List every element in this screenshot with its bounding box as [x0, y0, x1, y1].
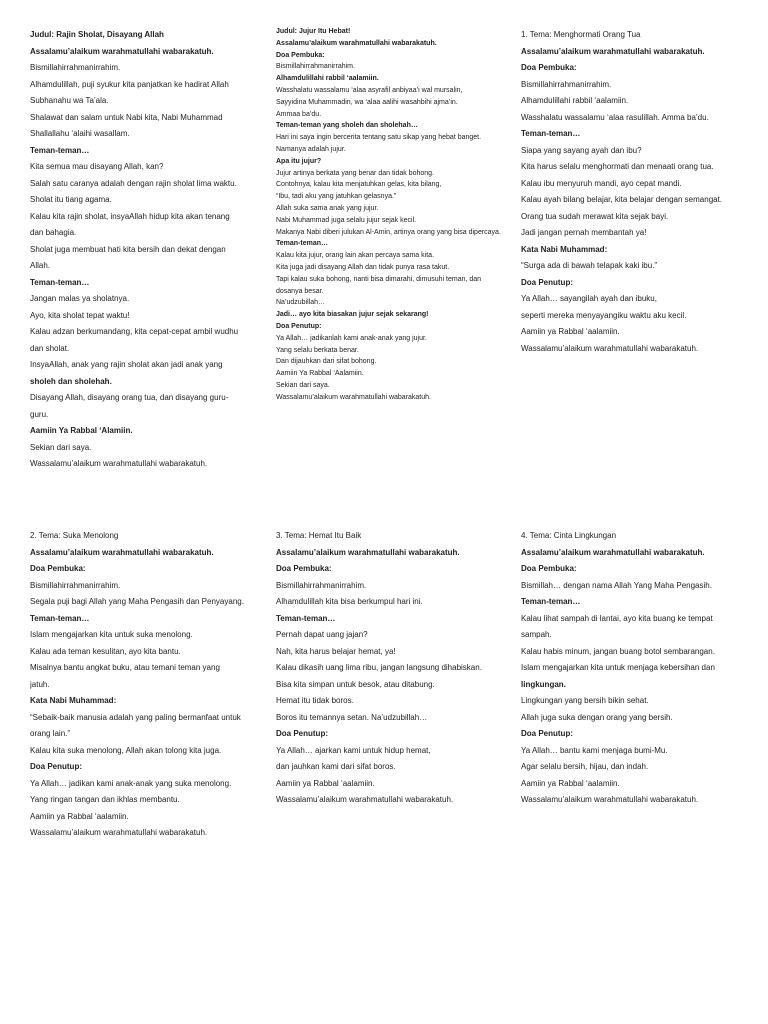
- text-line: Ya Allah… bantu kami menjaga bumi-Mu.: [521, 745, 668, 755]
- text-line: Orang tua sudah merawat kita sejak bayi.: [521, 211, 669, 221]
- text-line: orang lain.”: [30, 729, 71, 738]
- text-line: Bismillahirrahmanirrahim.: [30, 580, 121, 590]
- text-line: dan jauhkan kami dari sifat boros.: [276, 762, 396, 771]
- text-line: Ya Allah… jadikanlah kami anak-anak yang jujur.: [276, 334, 427, 342]
- text-line: 2. Tema: Suka Menolong: [30, 531, 119, 540]
- text-line: Ya Allah… ajarkan kami untuk hidup hemat,: [276, 745, 431, 755]
- text-line: Shallallahu ‘alaihi wasallam.: [30, 129, 130, 138]
- heading-line: Doa Pembuka:: [276, 564, 332, 573]
- text-line: 4. Tema: Cinta Lingkungan: [521, 531, 617, 540]
- text-line: Aamiin ya Rabbal ‘aalamiin.: [521, 778, 620, 788]
- heading-line: Judul: Rajin Sholat, Disayang Allah: [30, 30, 164, 39]
- heading-line: sholeh dan sholehah.: [30, 376, 112, 386]
- text-line: Hari ini saya ingin bercerita tentang satu sikap yang hebat banget.: [276, 134, 482, 142]
- text-line: Aamiin ya Rabbal ‘aalamiin.: [276, 778, 375, 788]
- text-line: Kalau lihat sampah di lantai, ayo kita buang ke tempat: [521, 613, 713, 623]
- text-line: Aamiin Ya Rabbal ‘Aalamiin.: [276, 370, 364, 378]
- column-menghormati-orang-tua: [521, 27, 747, 357]
- heading-line: Assalamu’alaikum warahmatullahi wabarakatuh.: [276, 39, 437, 47]
- text-line: Subhanahu wa Ta’ala.: [30, 96, 109, 105]
- text-line: Kalau ada teman kesulitan, ayo kita bantu.: [30, 646, 181, 656]
- heading-line: Alhamdulillahi rabbil ‘aalamiin.: [276, 75, 379, 83]
- text-line: jatuh.: [30, 679, 50, 689]
- text-line: Shalawat dan salam untuk Nabi kita, Nabi Muhammad: [30, 112, 223, 122]
- heading-line: Doa Penutup:: [521, 277, 573, 287]
- text-line: Makanya Nabi diberi julukan Al-Amin, artinya orang yang bisa dipercaya.: [276, 228, 501, 236]
- heading-line: Doa Penutup:: [276, 729, 328, 738]
- text-line: Kalau adzan berkumandang, kita cepat-cepat ambil wudhu: [30, 327, 239, 336]
- text-line: Bismillahirrahmanirrahim.: [30, 63, 121, 72]
- text-line: Allah juga suka dengan orang yang bersih.: [521, 712, 673, 722]
- text-line: Ayo, kita sholat tepat waktu!: [30, 310, 130, 320]
- text-line: Kalau habis minum, jangan buang botol sembarangan.: [521, 646, 715, 656]
- text-line: sampah.: [521, 630, 552, 639]
- heading-line: Doa Pembuka:: [30, 564, 86, 573]
- text-line: dan bahagia.: [30, 228, 77, 237]
- text-line: Sholat juga membuat hati kita bersih dan dekat dengan: [30, 244, 226, 254]
- text-line: Aamiin ya Rabbal ‘aalamiin.: [521, 327, 620, 336]
- text-line: Agar selalu bersih, hijau, dan indah.: [521, 762, 649, 771]
- text-line: Kalau dikasih uang lima ribu, jangan langsung dihabiskan.: [276, 663, 482, 672]
- text-line: Boros itu temannya setan. Na’udzubillah…: [276, 712, 428, 722]
- heading-line: Judul: Jujur Itu Hebat!: [276, 28, 351, 35]
- text-line: Wasshalatu wassalamu ‘alaa asyrafil anbiyaa’i wal mursalin,: [276, 86, 463, 94]
- text-line: Bismillahirrahmanirrahim.: [276, 580, 367, 590]
- text-line: Kalau ibu menyuruh mandi, ayo cepat mandi.: [521, 178, 682, 188]
- text-line: Segala puji bagi Allah yang Maha Pengasih dan Penyayang.: [30, 597, 244, 606]
- text-line: Misalnya bantu angkat buku, atau temani teman yang: [30, 663, 220, 672]
- text-line: Sayyidina Muhammadin, wa ‘alaa aalihi wasahbihi ajma’in.: [276, 98, 458, 106]
- text-line: Kalau kita rajin sholat, insyaAllah hidup kita akan tenang: [30, 211, 230, 221]
- text-line: “Ibu, tadi aku yang jatuhkan gelasnya.”: [276, 193, 397, 201]
- text-line: Wassalamu’alaikum warahmatullahi wabarakatuh.: [521, 795, 699, 804]
- text-line: Lingkungan yang bersih bikin sehat.: [521, 696, 649, 705]
- heading-line: Assalamu’alaikum warahmatullahi wabarakatuh.: [521, 547, 705, 557]
- column-jujur-itu-hebat: [276, 26, 508, 404]
- text-line: Alhamdulillahi rabbil ‘aalamiin.: [521, 96, 629, 105]
- text-line: Bismillahirrahmanirrahim.: [521, 79, 612, 89]
- text-line: seperti mereka menyayangiku waktu aku kecil.: [521, 310, 687, 320]
- text-line: InsyaAllah, anak yang rajin sholat akan jadi anak yang: [30, 360, 223, 369]
- text-line: Sekian dari saya.: [276, 381, 330, 389]
- text-line: Kalau ayah bilang belajar, kita belajar dengan semangat.: [521, 195, 723, 204]
- text-line: Na’udzubillah…: [276, 299, 326, 307]
- text-line: Wassalamu’alaikum warahmatullahi wabarakatuh.: [276, 795, 454, 804]
- heading-line: Assalamu’alaikum warahmatullahi wabarakatuh.: [521, 46, 705, 56]
- heading-line: Doa Penutup:: [276, 322, 322, 330]
- heading-line: Teman-teman…: [30, 613, 90, 623]
- text-line: “Sebaik-baik manusia adalah yang paling bermanfaat untuk: [30, 712, 241, 722]
- heading-line: Assalamu’alaikum warahmatullahi wabarakatuh.: [276, 547, 460, 557]
- column-hemat-itu-baik: [276, 528, 498, 809]
- text-line: Jujur artinya berkata yang benar dan tidak bohong.: [276, 169, 434, 177]
- text-line: Jadi jangan pernah membantah ya!: [521, 228, 647, 237]
- text-line: Allah.: [30, 261, 51, 270]
- text-line: Disayang Allah, disayang orang tua, dan disayang guru-: [30, 393, 229, 402]
- text-line: Islam mengajarkan kita untuk menjaga kebersihan dan: [521, 663, 715, 672]
- text-line: Bisa kita simpan untuk besok, atau ditabung.: [276, 679, 435, 689]
- text-line: Nah, kita harus belajar hemat, ya!: [276, 646, 396, 656]
- heading-line: Teman-teman…: [521, 597, 581, 606]
- heading-line: Assalamu’alaikum warahmatullahi wabarakatuh.: [30, 46, 214, 56]
- column-suka-menolong: [30, 528, 252, 842]
- heading-line: Apa itu jujur?: [276, 157, 322, 165]
- text-line: Salah satu caranya adalah dengan rajin sholat lima waktu.: [30, 178, 237, 188]
- text-line: Islam mengajarkan kita untuk suka menolong.: [30, 630, 193, 639]
- text-line: Kita harus selalu menghormati dan menaati orang tua.: [521, 162, 714, 171]
- text-line: Sholat itu tiang agama.: [30, 195, 112, 204]
- heading-line: Teman-teman…: [30, 145, 90, 155]
- text-line: Alhamdulillah kita bisa berkumpul hari ini.: [276, 597, 423, 606]
- heading-line: Doa Pembuka:: [521, 63, 577, 72]
- text-line: Namanya adalah jujur.: [276, 145, 346, 153]
- text-line: Sekian dari saya.: [30, 442, 92, 452]
- text-line: dosanya besar.: [276, 287, 324, 295]
- text-line: Yang ringan tangan dan ikhlas membantu.: [30, 795, 180, 804]
- heading-line: Teman-teman…: [30, 277, 90, 287]
- text-line: Ya Allah… sayangilah ayah dan ibuku,: [521, 294, 657, 303]
- text-line: Siapa yang sayang ayah dan ibu?: [521, 145, 642, 155]
- text-line: dan sholat.: [30, 343, 70, 353]
- text-line: Wassalamu’alaikum warahmatullahi wabarakatuh.: [276, 393, 431, 401]
- text-line: Kalau kita suka menolong, Allah akan tolong kita juga.: [30, 745, 222, 755]
- text-line: Ya Allah… jadikan kami anak-anak yang suka menolong.: [30, 778, 232, 788]
- heading-line: Doa Pembuka:: [521, 564, 577, 573]
- heading-line: Assalamu’alaikum warahmatullahi wabarakatuh.: [30, 547, 214, 557]
- text-line: guru.: [30, 409, 49, 419]
- column-cinta-lingkungan: [521, 528, 747, 809]
- text-line: Wassalamu’alaikum warahmatullahi wabarakatuh.: [521, 343, 699, 353]
- text-line: Hemat itu tidak boros.: [276, 696, 354, 705]
- text-line: Yang selalu berkata benar.: [276, 346, 359, 354]
- text-line: Aamiin ya Rabbal ‘aalamiin.: [30, 811, 129, 821]
- heading-line: Teman-teman yang sholeh dan sholehah…: [276, 122, 418, 130]
- heading-line: Teman-teman…: [521, 129, 581, 138]
- heading-line: Aamiin Ya Rabbal ‘Alamiin.: [30, 426, 133, 435]
- text-line: Pernah dapat uang jajan?: [276, 630, 368, 639]
- text-line: Wasshalatu wassalamu ‘alaa rasulillah. Amma ba’du.: [521, 112, 709, 122]
- heading-line: lingkungan.: [521, 679, 566, 689]
- heading-line: Doa Penutup:: [521, 729, 573, 738]
- heading-line: Doa Pembuka:: [276, 51, 325, 59]
- heading-line: Teman-teman…: [276, 240, 328, 248]
- text-line: Kalau kita jujur, orang lain akan percaya sama kita.: [276, 252, 434, 260]
- heading-line: Kata Nabi Muhammad:: [30, 696, 117, 705]
- text-line: Wassalamu’alaikum warahmatullahi wabarakatuh.: [30, 459, 208, 468]
- text-line: Jangan malas ya sholatnya.: [30, 294, 130, 303]
- text-line: Tapi kalau suka bohong, nanti bisa dimarahi, dimusuhi teman, dan: [276, 275, 482, 283]
- text-line: Bismillahirrahmanirrahim.: [276, 63, 355, 71]
- heading-line: Kata Nabi Muhammad:: [521, 244, 608, 254]
- text-line: Nabi Muhammad juga selalu jujur sejak kecil.: [276, 216, 417, 224]
- text-line: 1. Tema: Menghormati Orang Tua: [521, 30, 641, 39]
- text-line: Alhamdulillah, puji syukur kita panjatkan ke hadirat Allah: [30, 79, 229, 89]
- heading-line: Doa Penutup:: [30, 762, 82, 771]
- heading-line: Jadi… ayo kita biasakan jujur sejak sekarang!: [276, 311, 429, 319]
- text-line: Bismillah… dengan nama Allah Yang Maha Pengasih.: [521, 580, 712, 590]
- column-rajin-sholat: [30, 27, 252, 473]
- text-line: “Surga ada di bawah telapak kaki ibu.”: [521, 261, 658, 270]
- text-line: Dan dijauhkan dari sifat bohong.: [276, 358, 377, 366]
- text-line: Contohnya, kalau kita menjatuhkan gelas, kita bilang,: [276, 181, 442, 189]
- heading-line: Teman-teman…: [276, 613, 336, 623]
- text-line: 3. Tema: Hemat Itu Baik: [276, 531, 362, 540]
- text-line: Allah suka sama anak yang jujur.: [276, 204, 379, 212]
- text-line: Ammaa ba’du.: [276, 110, 322, 118]
- text-line: Kita semua mau disayang Allah, kan?: [30, 162, 164, 171]
- text-line: Kita juga jadi disayang Allah dan tidak punya rasa takut.: [276, 263, 450, 271]
- text-line: Wassalamu’alaikum warahmatullahi wabarakatuh.: [30, 828, 208, 837]
